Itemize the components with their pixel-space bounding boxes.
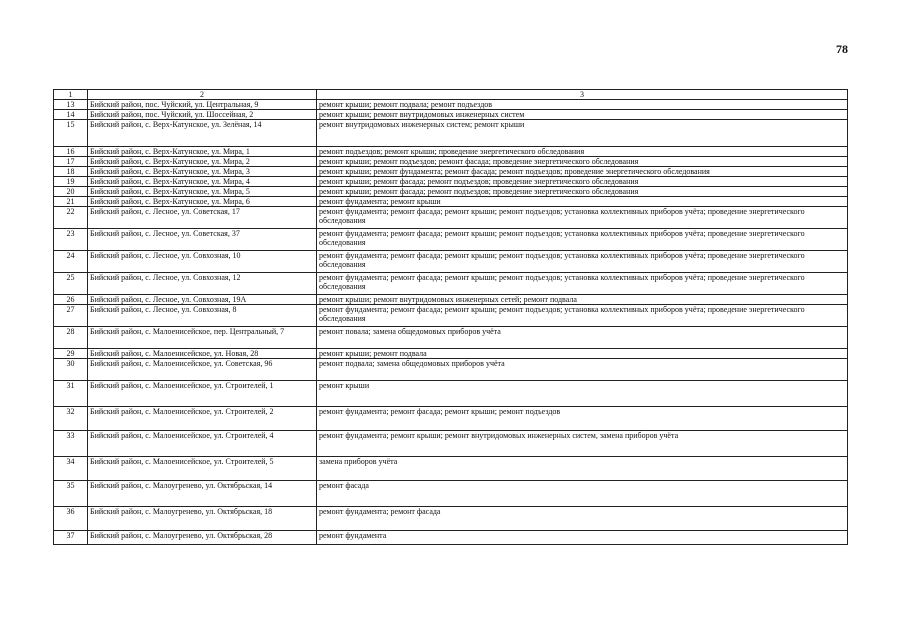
address-cell: Бийский район, с. Верх-Катунское, ул. Мира, 3 <box>88 167 317 177</box>
works-cell: ремонт крыши; ремонт фасада; ремонт подъездов; проведение энергетического обследования <box>317 177 848 187</box>
table-row <box>54 229 848 251</box>
works-cell: ремонт крыши; ремонт внутридомовых инженерных сетей; ремонт подвала <box>317 295 848 305</box>
address-cell: Бийский район, с. Лесное, ул. Совхозная, 10 <box>88 251 317 273</box>
works-cell: ремонт крыши; ремонт подвала; ремонт подъездов <box>317 100 848 110</box>
address-cell: Бийский район, с. Малоенисейское, ул. Строителей, 4 <box>88 431 317 457</box>
table-row <box>54 110 848 120</box>
row-number-cell: 32 <box>54 407 88 431</box>
works-cell: ремонт фундамента; ремонт фасада; ремонт крыши; ремонт подъездов <box>317 407 848 431</box>
header-cell-1: 1 <box>54 90 88 100</box>
address-cell: Бийский район, с. Малоенисейское, ул. Новая, 28 <box>88 349 317 359</box>
row-number-cell: 18 <box>54 167 88 177</box>
table-row <box>54 381 848 407</box>
works-cell: ремонт крыши; ремонт внутридомовых инженерных систем <box>317 110 848 120</box>
row-number-cell: 17 <box>54 157 88 167</box>
works-cell: ремонт фундамента <box>317 531 848 545</box>
table-row <box>54 531 848 545</box>
table-row <box>54 207 848 229</box>
works-cell: ремонт фундамента; ремонт фасада <box>317 507 848 531</box>
works-cell: ремонт крыши; ремонт фасада; ремонт подъездов; проведение энергетического обследования <box>317 187 848 197</box>
works-cell: ремонт крыши; ремонт подъездов; ремонт фасада; проведение энергетического обследования <box>317 157 848 167</box>
row-number-cell: 27 <box>54 305 88 327</box>
table-row <box>54 457 848 481</box>
address-cell: Бийский район, с. Малоенисейское, ул. Строителей, 1 <box>88 381 317 407</box>
table-row <box>54 120 848 147</box>
row-number-cell: 34 <box>54 457 88 481</box>
table-row <box>54 305 848 327</box>
address-cell: Бийский район, с. Верх-Катунское, ул. Зелёная, 14 <box>88 120 317 147</box>
address-cell: Бийский район, с. Малоенисейское, ул. Советская, 96 <box>88 359 317 381</box>
address-cell: Бийский район, с. Малоенисейское, пер. Центральный, 7 <box>88 327 317 349</box>
table-row <box>54 197 848 207</box>
works-cell: ремонт внутридомовых инженерных систем; ремонт крыши <box>317 120 848 147</box>
table-row <box>54 407 848 431</box>
address-cell: Бийский район, с. Лесное, ул. Советская, 37 <box>88 229 317 251</box>
works-cell: ремонт фасада <box>317 481 848 507</box>
row-number-cell: 13 <box>54 100 88 110</box>
table-row <box>54 349 848 359</box>
table-row <box>54 359 848 381</box>
table-row <box>54 507 848 531</box>
works-cell: ремонт фундамента; ремонт фасада; ремонт крыши; ремонт подъездов; установка коллективных приборов учёта; проведение энергетического обследования <box>317 251 848 273</box>
works-cell: ремонт фундамента; ремонт фасада; ремонт крыши; ремонт подъездов; установка коллективных приборов учёта; проведение энергетического обследования <box>317 273 848 295</box>
row-number-cell: 14 <box>54 110 88 120</box>
table-row <box>54 147 848 157</box>
works-cell: ремонт повала; замена общедомовых приборов учёта <box>317 327 848 349</box>
page-number: 78 <box>836 42 848 56</box>
row-number-cell: 30 <box>54 359 88 381</box>
table-row <box>54 157 848 167</box>
table-body <box>54 100 848 545</box>
row-number-cell: 28 <box>54 327 88 349</box>
row-number-cell: 36 <box>54 507 88 531</box>
row-number-cell: 21 <box>54 197 88 207</box>
works-cell: ремонт фундамента; ремонт фасада; ремонт крыши; ремонт подъездов; установка коллективных приборов учёта; проведение энергетического обследования <box>317 229 848 251</box>
header-cell-2: 2 <box>88 90 317 100</box>
row-number-cell: 20 <box>54 187 88 197</box>
works-cell: ремонт подъездов; ремонт крыши; проведение энергетического обследования <box>317 147 848 157</box>
address-cell: Бийский район, с. Лесное, ул. Совхозная, 19А <box>88 295 317 305</box>
table-row <box>54 100 848 110</box>
table-row <box>54 481 848 507</box>
address-cell: Бийский район, с. Лесное, ул. Совхозная, 8 <box>88 305 317 327</box>
address-cell: Бийский район, с. Малоенисейское, ул. Строителей, 2 <box>88 407 317 431</box>
address-cell: Бийский район, с. Лесное, ул. Советская, 17 <box>88 207 317 229</box>
table-row <box>54 167 848 177</box>
address-cell: Бийский район, с. Малоугренево, ул. Октябрьская, 14 <box>88 481 317 507</box>
table-row <box>54 187 848 197</box>
table-header-row <box>54 90 848 100</box>
row-number-cell: 31 <box>54 381 88 407</box>
works-cell: ремонт крыши; ремонт подвала <box>317 349 848 359</box>
address-cell: Бийский район, с. Верх-Катунское, ул. Мира, 6 <box>88 197 317 207</box>
row-number-cell: 25 <box>54 273 88 295</box>
address-cell: Бийский район, с. Малоугренево, ул. Октябрьская, 18 <box>88 507 317 531</box>
table-row <box>54 295 848 305</box>
works-cell: ремонт фундамента; ремонт крыши; ремонт внутридомовых инженерных систем, замена приборов учёта <box>317 431 848 457</box>
table-row <box>54 327 848 349</box>
address-cell: Бийский район, с. Верх-Катунское, ул. Мира, 2 <box>88 157 317 167</box>
works-cell: ремонт подвала; замена общедомовых приборов учёта <box>317 359 848 381</box>
works-cell: ремонт фундамента; ремонт крыши <box>317 197 848 207</box>
address-cell: Бийский район, с. Верх-Катунское, ул. Мира, 1 <box>88 147 317 157</box>
table-row <box>54 177 848 187</box>
row-number-cell: 22 <box>54 207 88 229</box>
address-cell: Бийский район, с. Малоенисейское, ул. Строителей, 5 <box>88 457 317 481</box>
table-row <box>54 251 848 273</box>
row-number-cell: 19 <box>54 177 88 187</box>
works-cell: ремонт фундамента; ремонт фасада; ремонт крыши; ремонт подъездов; установка коллективных приборов учёта; проведение энергетического обследования <box>317 207 848 229</box>
row-number-cell: 23 <box>54 229 88 251</box>
row-number-cell: 37 <box>54 531 88 545</box>
row-number-cell: 29 <box>54 349 88 359</box>
row-number-cell: 16 <box>54 147 88 157</box>
works-cell: ремонт крыши <box>317 381 848 407</box>
row-number-cell: 24 <box>54 251 88 273</box>
table-row <box>54 273 848 295</box>
address-cell: Бийский район, пос. Чуйский, ул. Шоссейная, 2 <box>88 110 317 120</box>
row-number-cell: 26 <box>54 295 88 305</box>
row-number-cell: 15 <box>54 120 88 147</box>
address-cell: Бийский район, с. Верх-Катунское, ул. Мира, 5 <box>88 187 317 197</box>
address-cell: Бийский район, с. Верх-Катунское, ул. Мира, 4 <box>88 177 317 187</box>
table-row <box>54 431 848 457</box>
header-cell-3: 3 <box>317 90 848 100</box>
works-cell: ремонт крыши; ремонт фундамента; ремонт фасада; ремонт подъездов; проведение энергетического обследования <box>317 167 848 177</box>
works-cell: замена приборов учёта <box>317 457 848 481</box>
address-cell: Бийский район, с. Малоугренево, ул. Октябрьская, 28 <box>88 531 317 545</box>
row-number-cell: 35 <box>54 481 88 507</box>
repair-works-table <box>53 89 848 545</box>
address-cell: Бийский район, с. Лесное, ул. Совхозная, 12 <box>88 273 317 295</box>
address-cell: Бийский район, пос. Чуйский, ул. Центральная, 9 <box>88 100 317 110</box>
works-cell: ремонт фундамента; ремонт фасада; ремонт крыши; ремонт подъездов; установка коллективных приборов учёта; проведение энергетического обследования <box>317 305 848 327</box>
row-number-cell: 33 <box>54 431 88 457</box>
